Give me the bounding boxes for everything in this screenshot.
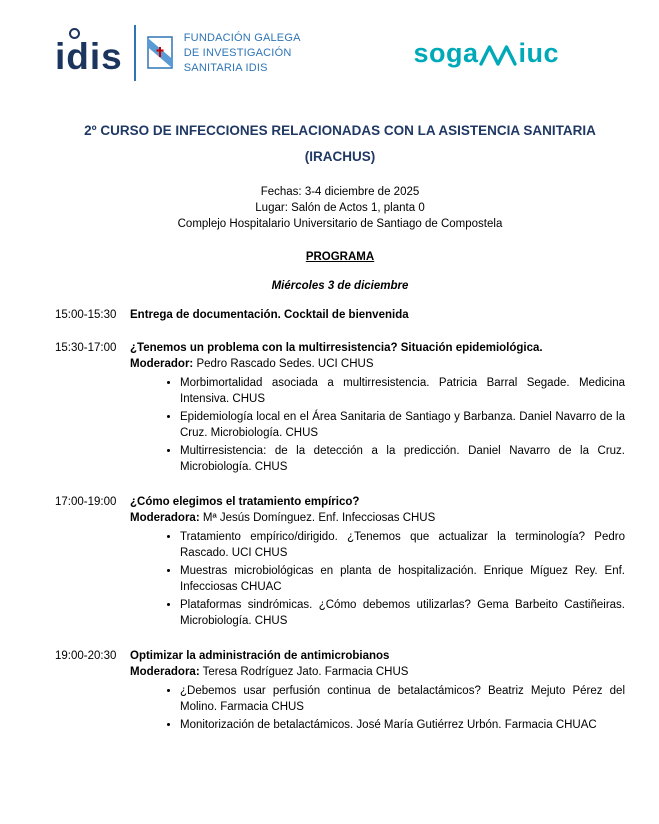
moderator-line	[130, 356, 625, 372]
moderator-name: Teresa Rodríguez Jato. Farmacia CHUS	[202, 666, 409, 678]
agenda-item: • Morbimortalidad asociada a multirresistencia. Patricia Barral Segade. Medicina Intensiva. CHUS	[180, 375, 625, 407]
moderator-label: Moderadora:	[130, 666, 200, 678]
agenda-item: • Monitorización de betalactámicos. José María Gutiérrez Urbón. Farmacia CHUAC	[180, 717, 625, 733]
agenda-item: • Plataformas sindrómicas. ¿Cómo debemos utilizarlas? Gema Barbeito Castiñeiras. Microbiología. CHUS	[180, 597, 625, 629]
idis-emblem-icon	[69, 28, 80, 39]
idis-logo	[55, 25, 301, 81]
day-heading: Miércoles 3 de diciembre	[271, 280, 409, 292]
agenda-item: • Multirresistencia: de la detección a la predicción. Daniel Navarro de la Cruz. Microbiología. CHUS	[180, 443, 625, 475]
idis-wordmark: idis	[55, 35, 123, 77]
session-row	[55, 340, 625, 477]
session-title: ¿Cómo elegimos el tratamiento empírico?	[130, 496, 360, 508]
session-row	[55, 494, 625, 631]
agenda-item: • Muestras microbiológicas en planta de hospitalización. Enrique Míguez Rey. Enf. Infecciosas CHUAC	[180, 563, 625, 595]
sogamiuc-m-icon	[479, 44, 517, 66]
moderator-label: Moderadora:	[130, 512, 200, 524]
page-title: 2º CURSO DE INFECCIONES RELACIONADAS CON LA ASISTENCIA SANITARIA (IRACHUS)	[84, 123, 596, 164]
session-time: 17:00-19:00	[55, 496, 117, 508]
idis-logo-text	[55, 32, 123, 75]
moderator-label: Moderador:	[130, 358, 194, 370]
agenda-item: • Epidemiología local en el Área Sanitaria de Santiago y Barbanza. Daniel Navarro de la Cruz. Microbiología. CHUS	[180, 409, 625, 441]
agenda-items	[130, 529, 625, 629]
logo-divider	[134, 25, 136, 81]
agenda-item: • Tratamiento empírico/dirigido. ¿Tenemos que actualizar la terminología? Pedro Rascado. UCI CHUS	[180, 529, 625, 561]
session-time: 15:00-15:30	[55, 309, 117, 321]
moderator-name: Pedro Rascado Sedes. UCI CHUS	[196, 358, 374, 370]
agenda-item: • ¿Debemos usar perfusión continua de betalactámicos? Beatriz Mejuto Pérez del Molino. Farmacia CHUS	[180, 683, 625, 715]
program-heading: PROGRAMA	[305, 251, 375, 263]
session-time: 19:00-20:30	[55, 650, 117, 662]
detail-line-complejo: Complejo Hospitalario Universitario de Santiago de Compostela	[177, 218, 503, 230]
sogamiuc-logo	[413, 37, 559, 68]
sogamiuc-text-left: soga	[413, 37, 479, 68]
agenda-items	[130, 375, 625, 475]
fundacion-line: FUNDACIÓN GALEGA	[183, 31, 301, 44]
fundacion-line: SANITARIA IDIS	[183, 61, 268, 74]
schedule	[55, 307, 625, 735]
detail-line-fechas: Fechas: 3-4 diciembre de 2025	[260, 186, 420, 198]
session-row	[55, 648, 625, 735]
fundacion-line: DE INVESTIGACIÓN	[183, 46, 292, 59]
moderator-line	[130, 664, 625, 680]
detail-line-lugar: Lugar: Salón de Actos 1, planta 0	[255, 202, 425, 214]
sogamiuc-text-right: iuc	[518, 37, 559, 68]
fundacion-caption	[184, 31, 301, 76]
event-details	[55, 184, 625, 232]
agenda-items	[130, 683, 625, 733]
session-title: Entrega de documentación. Cocktail de bienvenida	[130, 309, 409, 321]
moderator-name: Mª Jesús Domínguez. Enf. Infecciosas CHUS	[202, 512, 436, 524]
moderator-line	[130, 510, 625, 526]
galicia-crest-icon	[147, 36, 173, 70]
session-time: 15:30-17:00	[55, 342, 117, 354]
header	[55, 16, 625, 90]
session-title: Optimizar la administración de antimicrobianos	[130, 650, 390, 662]
session-title: ¿Tenemos un problema con la multirresistencia? Situación epidemiológica.	[130, 342, 543, 354]
session-row	[55, 307, 625, 323]
